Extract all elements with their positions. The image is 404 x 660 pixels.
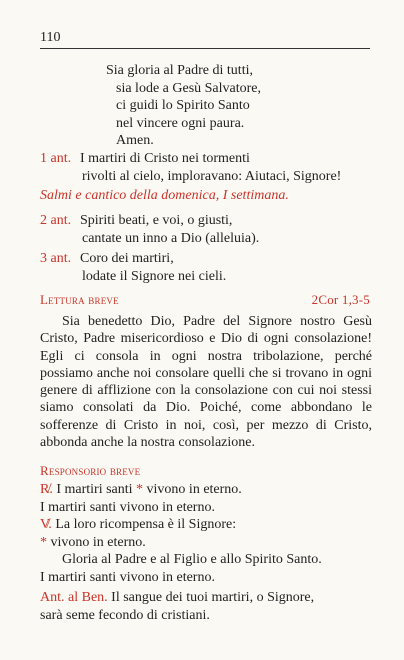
page-number: 110: [40, 30, 61, 45]
antiphon-label: 3 ant.: [40, 251, 72, 266]
response-line: I martiri santi vivono in eterno.: [40, 569, 215, 585]
response-line: [40, 481, 380, 499]
hymn-line: Sia gloria al Padre di tutti,: [106, 63, 253, 78]
response-text: vivono in eterno.: [146, 482, 242, 497]
lettura-text: Sia benedetto Dio, Padre del Signore nostro Gesù Cristo, Padre misericordioso e Dio di ogni consolazione! Egli ci consola in ogni nostra tribolazione, perché possiamo anche noi consolare quelli che si trovano in ogni genere di afflizione con la consolazione con cui noi stessi siamo consolati da Dio. Poiché, come abbondano le sofferenze di Cristo in noi, così, per mezzo di Cristo, abbonda anche la nostra consolazione.: [40, 314, 372, 451]
hymn-line: sia lode a Gesù Salvatore,: [116, 80, 262, 96]
responsorio-header: [40, 463, 370, 479]
antiphon-1: [40, 150, 380, 185]
antiphon-text: Il sangue dei tuoi martiri, o Signore,: [111, 590, 315, 605]
response-text: I martiri santi: [56, 482, 133, 497]
hymn-line: Amen.: [116, 133, 154, 148]
responsorio-block: [40, 481, 380, 586]
lettura-header: [40, 292, 370, 308]
antiphon-label: 1 ant.: [40, 151, 72, 166]
antiphon-text: Coro dei martiri,: [80, 251, 174, 266]
antiphon-benedictus: [40, 589, 380, 624]
star-mark: *: [40, 534, 47, 550]
antiphon-text: lodate il Signore nei cieli.: [82, 268, 227, 284]
versicle-line: [40, 516, 380, 534]
scripture-reference: 2Cor 1,3-5: [311, 292, 370, 307]
response-symbol: R̸.: [40, 482, 53, 497]
antiphon-label: 2 ant.: [40, 213, 72, 228]
hymn-line: nel vincere ogni paura.: [116, 115, 245, 131]
hymn-line: ci guidi lo Spirito Santo: [116, 98, 250, 113]
star-mark: *: [136, 482, 144, 497]
page-header: [40, 30, 370, 49]
antiphon-text: cantate un inno a Dio (alleluia).: [82, 230, 260, 246]
antiphon-text: rivolti al cielo, imploravano: Aiutaci, Signore!: [82, 168, 342, 184]
response-text: vivono in eterno.: [50, 534, 146, 550]
antiphon-label: Ant. al Ben.: [40, 590, 108, 605]
versicle-text: La loro ricompensa è il Signore:: [55, 517, 237, 532]
antiphon-text: I martiri di Cristo nei tormenti: [80, 151, 250, 166]
gloria-line: Gloria al Padre e al Figlio e allo Spirito Santo.: [62, 552, 322, 567]
hymn-doxology: [106, 62, 261, 150]
versicle-symbol: V̸.: [40, 517, 52, 532]
antiphon-2: [40, 212, 380, 247]
header-rule: [40, 48, 370, 49]
lettura-title: Lettura breve: [40, 292, 119, 307]
antiphon-text: sarà seme fecondo di cristiani.: [40, 607, 210, 623]
responsorio-title: Responsorio breve: [40, 463, 141, 478]
response-line: I martiri santi vivono in eterno.: [40, 499, 215, 515]
antiphon-text: Spiriti beati, e voi, o giusti,: [80, 213, 233, 228]
psalm-rubric: Salmi e cantico della domenica, I settimana.: [40, 188, 289, 203]
response-line: [40, 534, 380, 552]
antiphon-3: [40, 250, 380, 285]
